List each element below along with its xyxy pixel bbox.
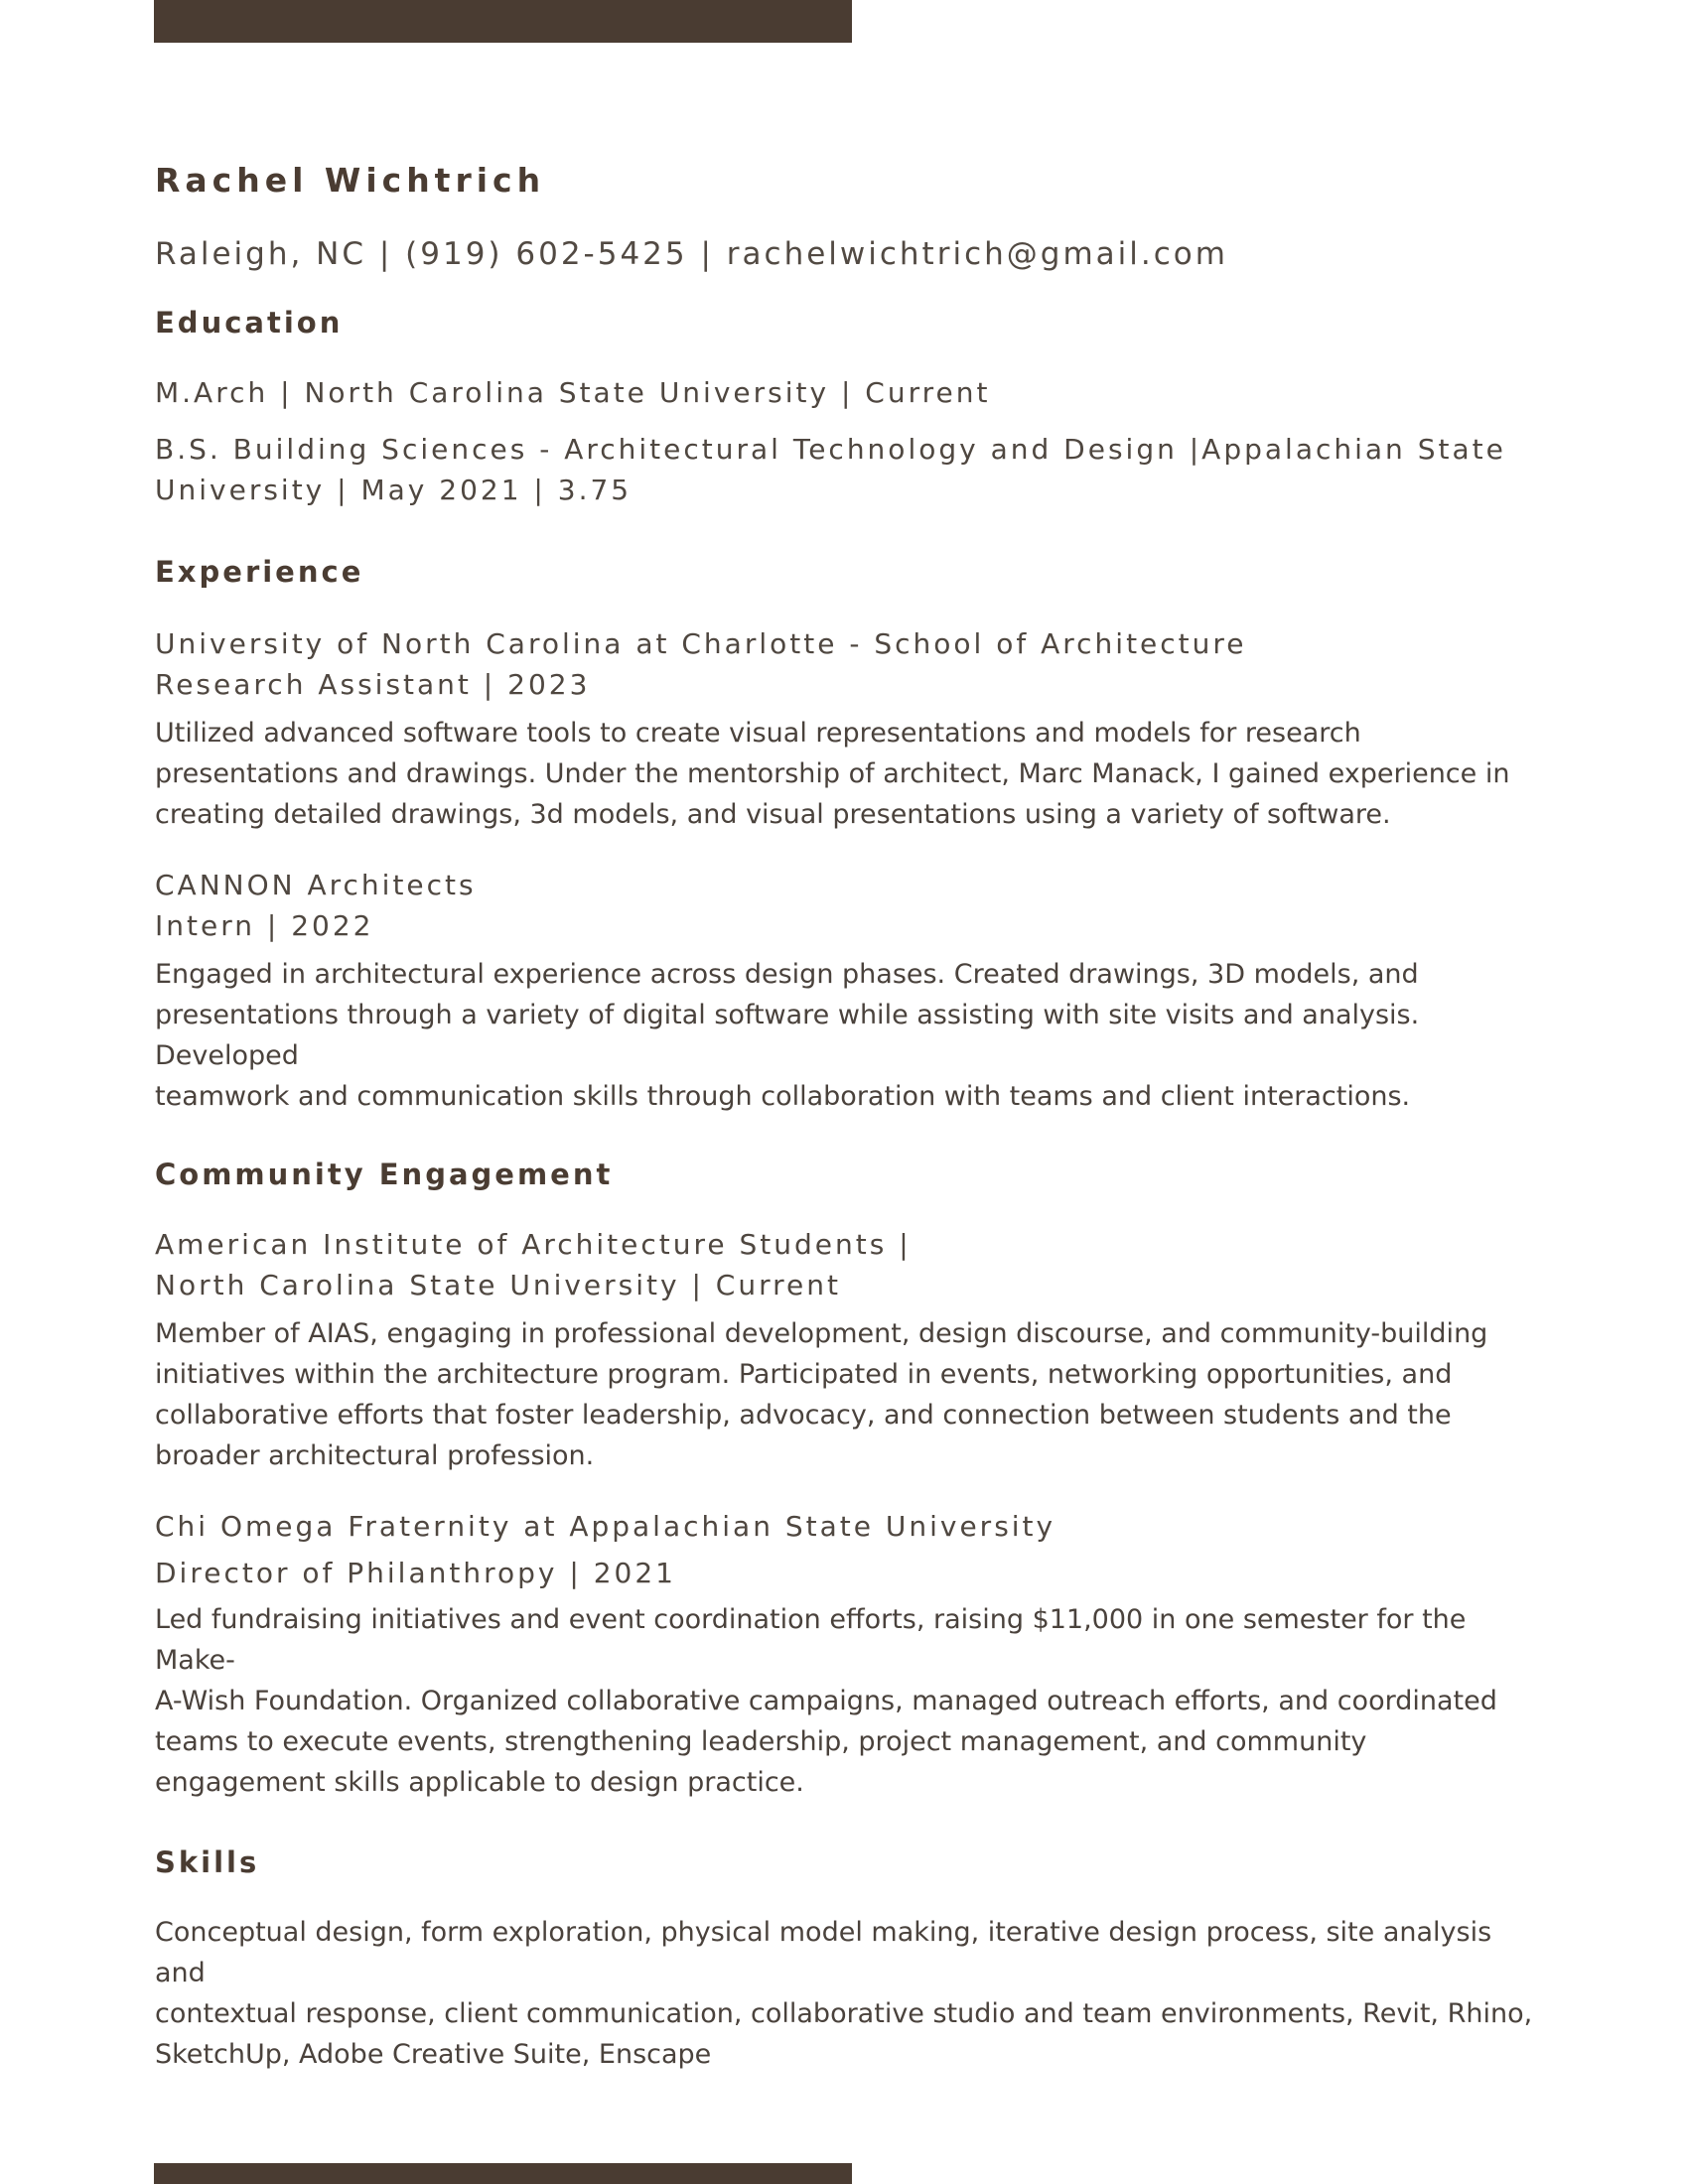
resume-name: Rachel Wichtrich [155, 161, 546, 200]
community-description-line: collaborative efforts that foster leadership, advocacy, and connection between students and the [155, 1400, 1452, 1431]
job-org: CANNON Architects [155, 869, 477, 901]
community-role: Director of Philanthropy | 2021 [155, 1557, 676, 1589]
community-description-line: teams to execute events, strengthening leadership, project management, and community [155, 1726, 1367, 1757]
job-description-line: presentations through a variety of digital software while assisting with site visits and analysis. Developed [155, 1000, 1420, 1071]
community-description-line: broader architectural profession. [155, 1440, 595, 1471]
job-role: Research Assistant | 2023 [155, 668, 591, 701]
community-description-line: Led fundraising initiatives and event coordination efforts, raising $11,000 in one semester for the Make- [155, 1604, 1467, 1676]
skills-heading: Skills [155, 1845, 260, 1879]
education-entry-march: M.Arch | North Carolina State University | Current [155, 376, 991, 409]
community-role: North Carolina State University | Current [155, 1269, 841, 1301]
education-heading: Education [155, 306, 344, 340]
community-description-line: initiatives within the architecture program. Participated in events, networking opportunities, and [155, 1359, 1453, 1390]
community-description-line: A-Wish Foundation. Organized collaborative campaigns, managed outreach efforts, and coordinated [155, 1686, 1497, 1716]
skills-line: contextual response, client communication, collaborative studio and team environments, Revit, Rhino, [155, 1998, 1533, 2029]
skills-line: SketchUp, Adobe Creative Suite, Enscape [155, 2039, 712, 2070]
community-description-line: engagement skills applicable to design practice. [155, 1767, 804, 1798]
education-entry-bs-line1: B.S. Building Sciences - Architectural Technology and Design |Appalachian State [155, 433, 1506, 466]
job-description-line: Utilized advanced software tools to create visual representations and models for research [155, 718, 1361, 749]
community-heading: Community Engagement [155, 1158, 614, 1191]
bottom-accent-bar [154, 2163, 852, 2184]
top-accent-bar [154, 0, 852, 43]
job-description-line: teamwork and communication skills through collaboration with teams and client interactions. [155, 1081, 1411, 1112]
job-description-line: Engaged in architectural experience across design phases. Created drawings, 3D models, and [155, 959, 1419, 990]
community-org: American Institute of Architecture Students | [155, 1228, 912, 1261]
job-org: University of North Carolina at Charlotte - School of Architecture [155, 627, 1247, 660]
job-role: Intern | 2022 [155, 909, 374, 942]
education-entry-bs-line2: University | May 2021 | 3.75 [155, 474, 633, 506]
job-description-line: presentations and drawings. Under the mentorship of architect, Marc Manack, I gained experience in [155, 758, 1510, 789]
job-description-line: creating detailed drawings, 3d models, and visual presentations using a variety of software. [155, 799, 1391, 830]
community-description-line: Member of AIAS, engaging in professional development, design discourse, and community-building [155, 1318, 1488, 1349]
experience-heading: Experience [155, 555, 364, 589]
resume-body [155, 159, 1535, 2075]
skills-line: Conceptual design, form exploration, physical model making, iterative design process, site analysis and [155, 1917, 1492, 1988]
contact-line: Raleigh, NC | (919) 602-5425 | rachelwichtrich@gmail.com [155, 236, 1228, 272]
community-org: Chi Omega Fraternity at Appalachian State University [155, 1510, 1056, 1543]
